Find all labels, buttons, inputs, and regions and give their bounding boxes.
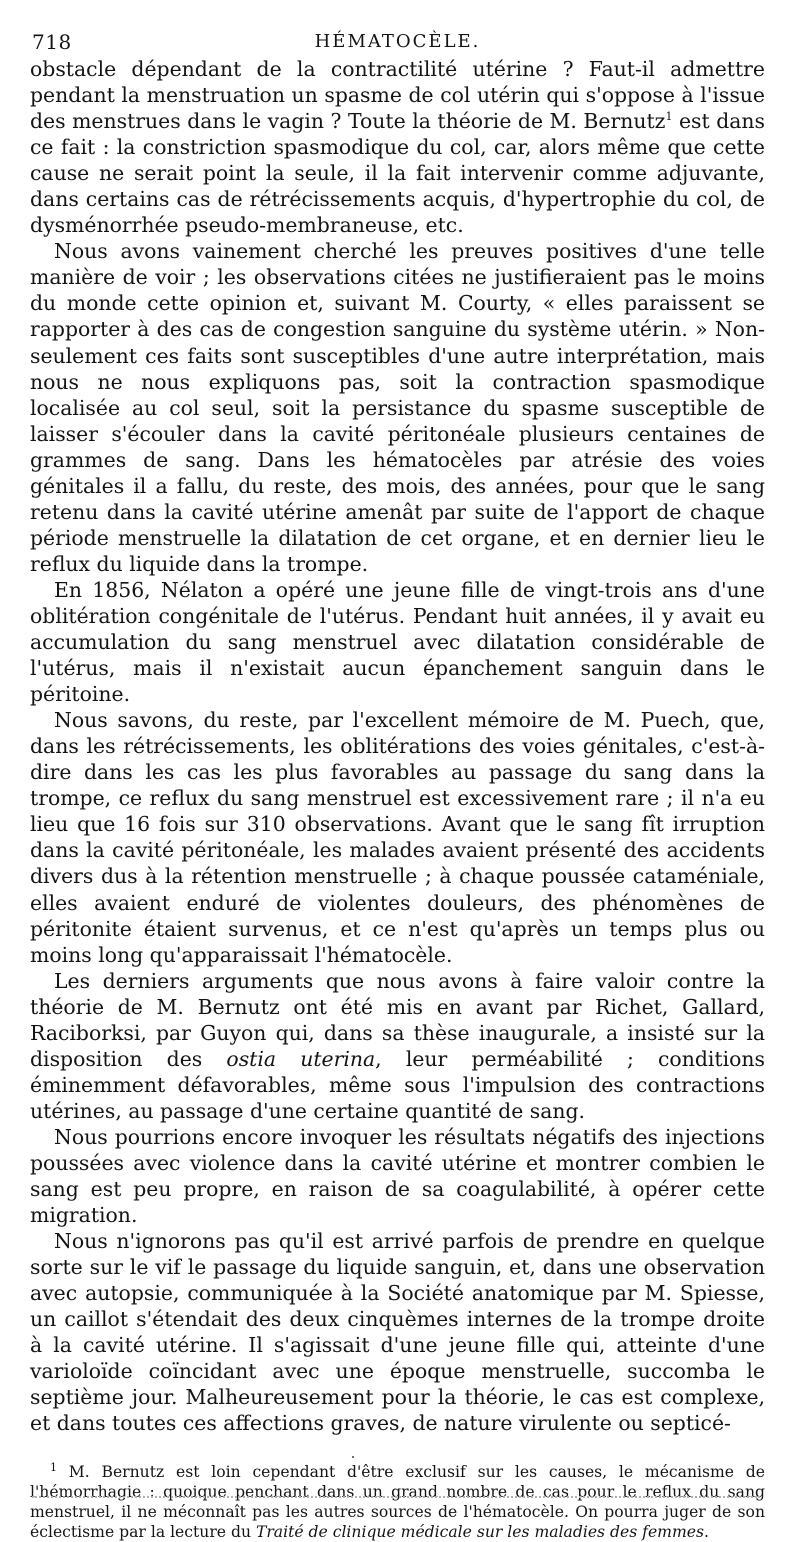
page-number: 718: [32, 30, 72, 54]
paragraph-text: Les derniers arguments que nous avons à faire valoir contre la théorie de M. Bernutz ont été mis en avant par Richet, Gallard, Raciborksi, par Guyon qui, dans sa thèse inaugurale, a insisté sur la disposition des: [30, 968, 765, 1071]
footnote-text: .: [703, 1523, 709, 1542]
paragraph: Nous n'ignorons pas qu'il est arrivé parfois de prendre en quelque sorte sur le vif le passage du liquide sanguin, et, dans une observation avec autopsie, communiquée à la Société anatomique par M. Spiesse, un caillot s'étendait des deux cinquèmes internes de la trompe droite à la cavité utérine. Il s'agissait d'une jeune fille qui, atteinte d'une varioloïde coïncidant avec une époque menstruelle, succomba le septième jour. Malheureusement pour la théorie, le cas est complexe, et dans toutes ces affections graves, de nature virulente ou septicé-: [30, 1229, 765, 1436]
page-header: [30, 30, 765, 56]
paragraph: Nous pourrions encore invoquer les résultats négatifs des injections poussées avec violence dans la cavité utérine et montrer combien le sang est peu propre, en raison de sa coagulabilité, à opérer cette migration.: [30, 1124, 765, 1228]
paragraph: Nous avons vainement cherché les preuves positives d'une telle manière de voir ; les observations citées ne justifieraient pas le moins du monde cette opinion et, suivant M. Courty, « elles paraissent se rapporter à des cas de congestion sanguine du système utérin. » Non-seulement ces faits sont susceptibles d'une autre interprétation, mais nous ne nous expliquons pas, soit la contraction spasmodique localisée au col seul, soit la persistance du spasme susceptible de laisser s'écouler dans la cavité péritonéale plusieurs centaines de grammes de sang. Dans les hématocèles par atrésie des voies génitales il a fallu, du reste, des mois, des années, pour que le sang retenu dans la cavité utérine amenât par suite de l'apport de chaque période menstruelle la dilatation de cet organe, et en dernier lieu le reflux du liquide dans la trompe.: [30, 239, 765, 576]
running-title: HÉMATOCÈLE.: [314, 31, 481, 52]
footnotes: [30, 1462, 765, 1542]
bleed-through-line: [32, 1496, 760, 1498]
paragraph: [30, 968, 765, 1124]
footnote-marker: 1: [50, 1461, 57, 1475]
latin-term: ostia uterina: [226, 1046, 376, 1071]
paragraph-text: obstacle dépendant de la contractilité utérine ? Faut-il admettre pendant la menstruation un spasme de col utérin qui s'oppose à l'issue des menstrues dans le vagin ? Toute la théorie de M. Bernutz: [30, 57, 765, 134]
body-text: [30, 56, 765, 1436]
paragraph-text: est dans ce fait : la constriction spasmodique du col, car, alors même que cette cause ne serait point la seule, il la fait intervenir comme adjuvante, dans certains cas de rétrécissements acquis, d'hypertrophie du col, de dysménorrhée pseudo-membraneuse, etc.: [30, 109, 766, 238]
paragraph: Nous savons, du reste, par l'excellent mémoire de M. Puech, que, dans les rétrécissements, les oblitérations des voies génitales, c'est-à-dire dans les cas les plus favorables au passage du sang dans la trompe, ce reflux du sang menstruel est excessivement rare ; il n'a eu lieu que 16 fois sur 310 observations. Avant que le sang fît irruption dans la cavité péritonéale, les malades avaient présenté des accidents divers dus à la rétention menstruelle ; à chaque poussée cataméniale, elles avaient enduré de violentes douleurs, des phénomènes de péritonite étaient survenus, et ce n'est qu'après un temps plus ou moins long qu'apparaissait l'hématocèle.: [30, 708, 765, 967]
paragraph: En 1856, Nélaton a opéré une jeune fille de vingt-trois ans d'une oblitération congénitale de l'utérus. Pendant huit années, il y avait eu accumulation du sang menstruel avec dilatation considérable de l'utérus, mais il n'existait aucun épanchement sanguin dans le péritoine.: [30, 577, 765, 707]
paragraph-continued: [30, 56, 765, 238]
footnote: [30, 1462, 765, 1542]
book-title: Traité de clinique médicale sur les maladies des femmes: [255, 1523, 704, 1542]
footnote-text: M. Bernutz est loin cependant d'être exclusif sur les causes, le mécanisme de l'hémorrhagie : quoique penchant dans un grand nombre de cas pour le reflux du sang menstruel, il ne méconnaît pas les autres sources de l'hématocèle. On pourra juger de son éclectisme par la lecture du: [30, 1463, 765, 1542]
book-page: [30, 30, 765, 1542]
ink-speck: [352, 1456, 354, 1458]
paragraph-text: , leur perméabilité ; conditions éminemment défavorables, même sous l'impulsion des contractions utérines, au passage d'une certaine quantité de sang.: [30, 1046, 765, 1123]
footnote-ref: 1: [665, 110, 673, 124]
